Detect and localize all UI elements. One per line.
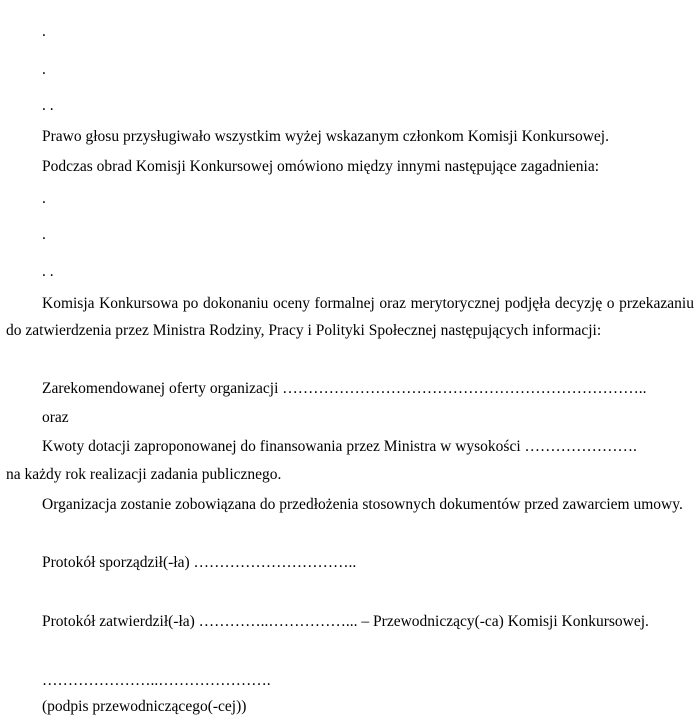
approved-by-line: Protokół zatwierdził(-ła) …………..……………... – Przewodniczący(-ca) Komisji Konkursowej. — [42, 613, 649, 630]
discussed-issues-text: Podczas obrad Komisji Konkursowej omówiono między innymi następujące zagadnienia: — [42, 158, 600, 175]
signature-line: …………………..…………………. — [42, 672, 271, 689]
placeholder-dot-2: . — [42, 61, 46, 78]
decision-paragraph: Komisja Konkursowa po dokonaniu oceny formalnej oraz merytorycznej podjęła decyzję o przekazaniu do zatwierdzenia przez Ministra Rodziny, Pracy i Polityki Społecznej następujących informacji: — [6, 295, 694, 339]
placeholder-dot-6: . . — [42, 263, 54, 280]
placeholder-dot-4: . — [42, 190, 46, 207]
voting-rights-text: Prawo głosu przysługiwało wszystkim wyżej wskazanym członkom Komisji Konkursowej. — [42, 128, 609, 145]
grant-amount-continuation: na każdy rok realizacji zadania publicznego. — [6, 466, 282, 483]
placeholder-dot-3: . . — [42, 97, 54, 114]
placeholder-dot-5: . — [42, 226, 46, 243]
recommended-offer-line: Zarekomendowanej oferty organizacji …………………………………………………………….. — [42, 380, 647, 397]
grant-amount-line: Kwoty dotacji zaproponowanej do finansowania przez Ministra w wysokości …………………. — [42, 438, 637, 455]
signature-caption: (podpis przewodniczącego(-cej)) — [42, 698, 247, 715]
obligation-paragraph: Organizacja zostanie zobowiązana do przedłożenia stosownych dokumentów przed zawarciem umowy. — [42, 496, 683, 513]
and-connector: oraz — [42, 409, 69, 426]
placeholder-dot-1: . — [42, 23, 46, 40]
prepared-by-line: Protokół sporządził(-ła) ………………………….. — [42, 554, 357, 571]
